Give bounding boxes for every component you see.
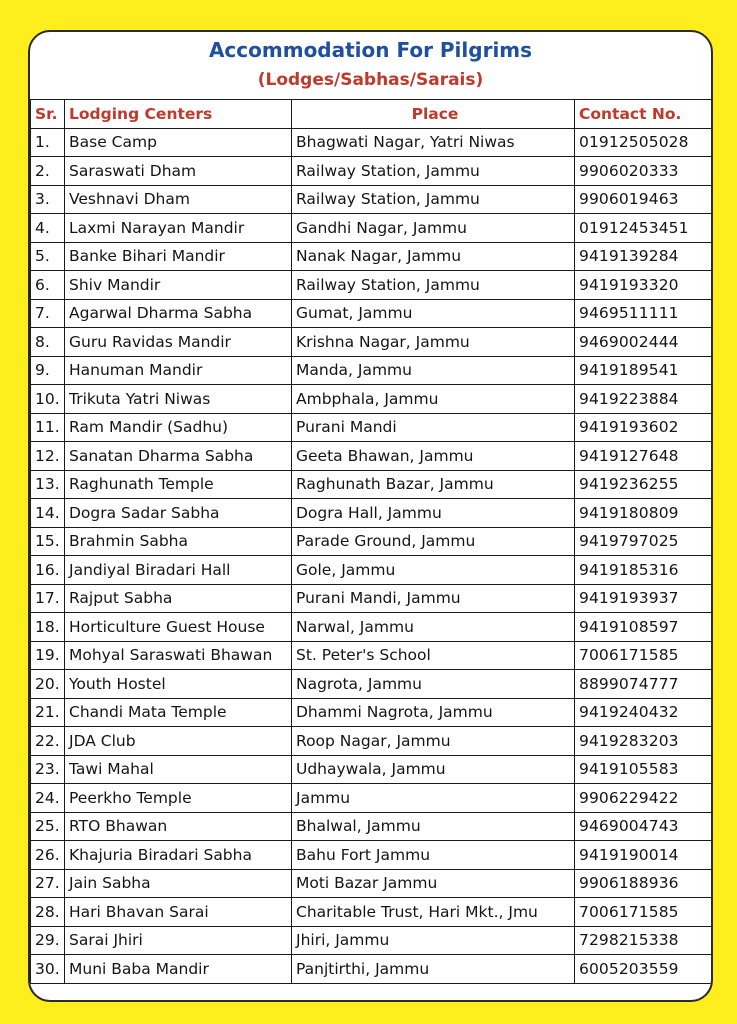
place-cell: Bhagwati Nagar, Yatri Niwas [292,128,575,157]
table-row [31,185,714,214]
contact-number-cell: 7006171585 [575,641,714,670]
place-cell: Geeta Bhawan, Jammu [292,442,575,471]
contact-number-cell: 8899074777 [575,670,714,699]
row-sr-cell: 7. [31,299,65,328]
lodging-center-cell: Sanatan Dharma Sabha [65,442,292,471]
place-cell: Bhalwal, Jammu [292,812,575,841]
place-cell: Railway Station, Jammu [292,185,575,214]
place-cell: Bahu Fort Jammu [292,841,575,870]
lodging-center-cell: Hanuman Mandir [65,356,292,385]
contact-number-cell: 9419190014 [575,841,714,870]
lodging-center-cell: Ram Mandir (Sadhu) [65,413,292,442]
contact-number-cell: 9419189541 [575,356,714,385]
contact-number-cell: 6005203559 [575,955,714,984]
contact-number-cell: 01912453451 [575,214,714,243]
contact-number-cell: 9906188936 [575,869,714,898]
place-cell: Manda, Jammu [292,356,575,385]
place-cell: Charitable Trust, Hari Mkt., Jmu [292,898,575,927]
contact-number-cell: 9419127648 [575,442,714,471]
row-sr-cell: 22. [31,727,65,756]
lodging-center-cell: Jandiyal Biradari Hall [65,556,292,585]
table-row [31,898,714,927]
table-row [31,271,714,300]
contact-number-cell: 9469002444 [575,328,714,357]
lodging-center-cell: Agarwal Dharma Sabha [65,299,292,328]
table-row [31,727,714,756]
accommodation-card [28,30,713,1002]
lodging-center-cell: Trikuta Yatri Niwas [65,385,292,414]
place-cell: Narwal, Jammu [292,613,575,642]
row-sr-cell: 18. [31,613,65,642]
contact-number-cell: 9419283203 [575,727,714,756]
row-sr-cell: 21. [31,698,65,727]
place-cell: Ambphala, Jammu [292,385,575,414]
contact-number-cell: 9419240432 [575,698,714,727]
row-sr-cell: 30. [31,955,65,984]
table-row [31,527,714,556]
row-sr-cell: 12. [31,442,65,471]
row-sr-cell: 9. [31,356,65,385]
lodging-center-cell: Mohyal Saraswati Bhawan [65,641,292,670]
contact-number-cell: 9419193937 [575,584,714,613]
place-cell: Krishna Nagar, Jammu [292,328,575,357]
row-sr-cell: 28. [31,898,65,927]
lodging-center-cell: Hari Bhavan Sarai [65,898,292,927]
table-row [31,328,714,357]
table-row [31,242,714,271]
lodging-center-cell: Peerkho Temple [65,784,292,813]
contact-number-cell: 9419185316 [575,556,714,585]
row-sr-cell: 26. [31,841,65,870]
lodging-center-cell: Guru Ravidas Mandir [65,328,292,357]
contact-number-cell: 7298215338 [575,926,714,955]
table-row [31,670,714,699]
table-row [31,698,714,727]
table-row [31,869,714,898]
row-sr-cell: 17. [31,584,65,613]
place-cell: Moti Bazar Jammu [292,869,575,898]
lodging-center-cell: Chandi Mata Temple [65,698,292,727]
place-cell: Roop Nagar, Jammu [292,727,575,756]
table-row [31,157,714,186]
contact-number-cell: 9419797025 [575,527,714,556]
lodging-center-cell: Raghunath Temple [65,470,292,499]
lodging-center-cell: RTO Bhawan [65,812,292,841]
lodging-center-cell: Base Camp [65,128,292,157]
contact-number-cell: 9906229422 [575,784,714,813]
table-row [31,955,714,984]
column-header-lodging-centers: Lodging Centers [65,100,292,129]
contact-number-cell: 9419236255 [575,470,714,499]
row-sr-cell: 2. [31,157,65,186]
place-cell: Gandhi Nagar, Jammu [292,214,575,243]
contact-number-cell: 7006171585 [575,898,714,927]
table-row [31,442,714,471]
place-cell: Jhiri, Jammu [292,926,575,955]
row-sr-cell: 13. [31,470,65,499]
row-sr-cell: 5. [31,242,65,271]
row-sr-cell: 11. [31,413,65,442]
place-cell: Gole, Jammu [292,556,575,585]
contact-number-cell: 9419108597 [575,613,714,642]
contact-number-cell: 9419193320 [575,271,714,300]
place-cell: Udhaywala, Jammu [292,755,575,784]
table-header-row [31,100,714,129]
accommodation-table [30,99,713,984]
row-sr-cell: 23. [31,755,65,784]
table-row [31,556,714,585]
table-row [31,926,714,955]
row-sr-cell: 19. [31,641,65,670]
row-sr-cell: 25. [31,812,65,841]
table-row [31,470,714,499]
row-sr-cell: 29. [31,926,65,955]
row-sr-cell: 3. [31,185,65,214]
lodging-center-cell: Horticulture Guest House [65,613,292,642]
lodging-center-cell: Veshnavi Dham [65,185,292,214]
row-sr-cell: 6. [31,271,65,300]
table-body [31,128,714,983]
table-row [31,812,714,841]
page-subtitle: (Lodges/Sabhas/Sarais) [257,70,484,90]
place-cell: Raghunath Bazar, Jammu [292,470,575,499]
place-cell: Dhammi Nagrota, Jammu [292,698,575,727]
table-row [31,214,714,243]
lodging-center-cell: Rajput Sabha [65,584,292,613]
lodging-center-cell: JDA Club [65,727,292,756]
lodging-center-cell: Muni Baba Mandir [65,955,292,984]
column-header-sr: Sr. [31,100,65,129]
page-title: Accommodation For Pilgrims [208,38,533,62]
contact-number-cell: 9906019463 [575,185,714,214]
table-row [31,755,714,784]
contact-number-cell: 9419105583 [575,755,714,784]
row-sr-cell: 27. [31,869,65,898]
lodging-center-cell: Shiv Mandir [65,271,292,300]
row-sr-cell: 24. [31,784,65,813]
table-row [31,499,714,528]
lodging-center-cell: Saraswati Dham [65,157,292,186]
contact-number-cell: 9419193602 [575,413,714,442]
contact-number-cell: 01912505028 [575,128,714,157]
lodging-center-cell: Banke Bihari Mandir [65,242,292,271]
place-cell: St. Peter's School [292,641,575,670]
row-sr-cell: 20. [31,670,65,699]
lodging-center-cell: Sarai Jhiri [65,926,292,955]
table-row [31,584,714,613]
place-cell: Purani Mandi [292,413,575,442]
place-cell: Parade Ground, Jammu [292,527,575,556]
contact-number-cell: 9419139284 [575,242,714,271]
place-cell: Railway Station, Jammu [292,157,575,186]
lodging-center-cell: Dogra Sadar Sabha [65,499,292,528]
lodging-center-cell: Youth Hostel [65,670,292,699]
contact-number-cell: 9469004743 [575,812,714,841]
table-row [31,128,714,157]
row-sr-cell: 8. [31,328,65,357]
table-row [31,841,714,870]
column-header-contact: Contact No. [575,100,714,129]
row-sr-cell: 16. [31,556,65,585]
row-sr-cell: 14. [31,499,65,528]
place-cell: Dogra Hall, Jammu [292,499,575,528]
place-cell: Purani Mandi, Jammu [292,584,575,613]
place-cell: Jammu [292,784,575,813]
contact-number-cell: 9469511111 [575,299,714,328]
lodging-center-cell: Brahmin Sabha [65,527,292,556]
lodging-center-cell: Tawi Mahal [65,755,292,784]
table-row [31,385,714,414]
table-row [31,299,714,328]
lodging-center-cell: Jain Sabha [65,869,292,898]
table-row [31,356,714,385]
contact-number-cell: 9419180809 [575,499,714,528]
row-sr-cell: 10. [31,385,65,414]
table-row [31,784,714,813]
row-sr-cell: 15. [31,527,65,556]
place-cell: Panjtirthi, Jammu [292,955,575,984]
table-row [31,613,714,642]
contact-number-cell: 9906020333 [575,157,714,186]
contact-number-cell: 9419223884 [575,385,714,414]
row-sr-cell: 4. [31,214,65,243]
lodging-center-cell: Khajuria Biradari Sabha [65,841,292,870]
table-row [31,641,714,670]
column-header-place: Place [292,100,575,129]
place-cell: Railway Station, Jammu [292,271,575,300]
place-cell: Nanak Nagar, Jammu [292,242,575,271]
place-cell: Gumat, Jammu [292,299,575,328]
place-cell: Nagrota, Jammu [292,670,575,699]
lodging-center-cell: Laxmi Narayan Mandir [65,214,292,243]
table-row [31,413,714,442]
row-sr-cell: 1. [31,128,65,157]
